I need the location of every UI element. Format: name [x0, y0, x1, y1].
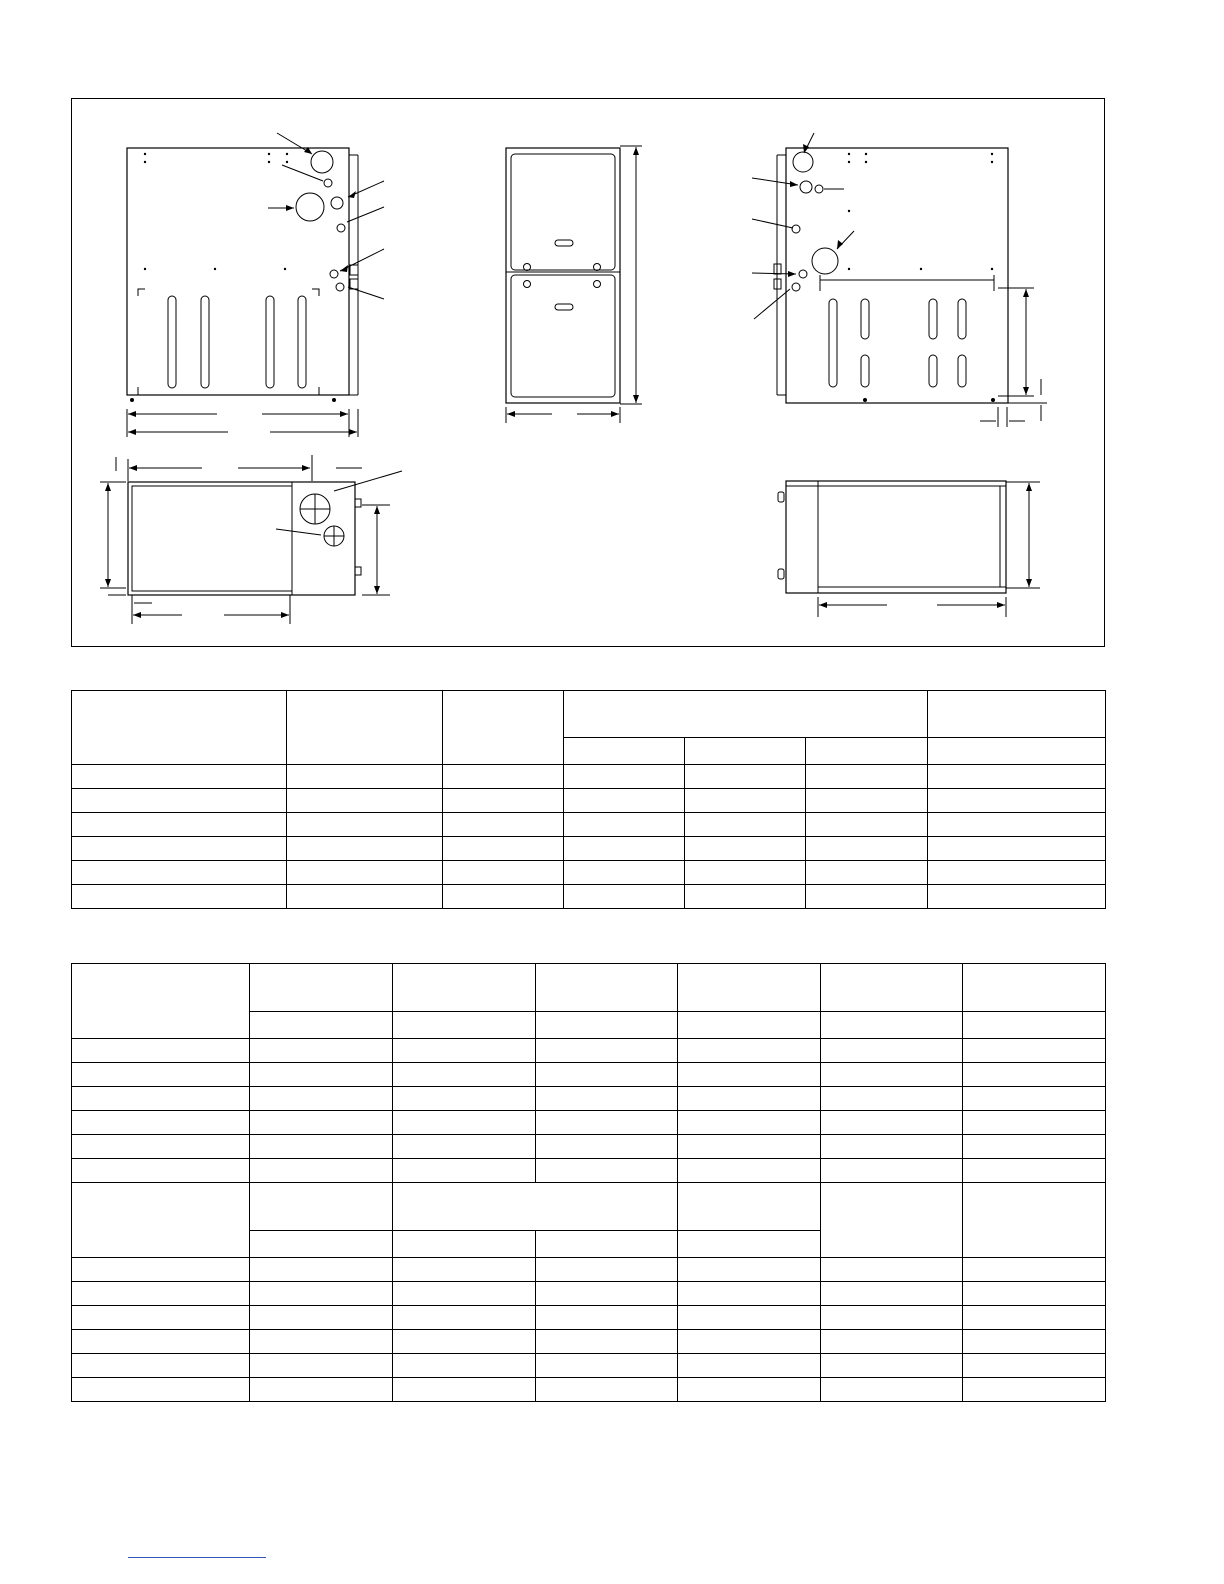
subheader-cell [928, 738, 1106, 765]
table-row [72, 1039, 1106, 1063]
table-row [72, 1330, 1106, 1354]
furnace-dimension-drawings [72, 99, 1106, 648]
table-row [72, 1258, 1106, 1282]
table-row [72, 837, 1106, 861]
header-cell [72, 691, 287, 765]
table-row [72, 813, 1106, 837]
table-row [72, 1135, 1106, 1159]
table-row [72, 1111, 1106, 1135]
table-row [72, 1159, 1106, 1183]
header-cell [287, 691, 443, 765]
table-row [72, 885, 1106, 909]
table-row [72, 1087, 1106, 1111]
top-view [100, 455, 402, 624]
header-cell [443, 691, 564, 765]
table-header-row [72, 691, 1106, 738]
dimensional-drawing-frame [71, 98, 1105, 647]
footer-link-underline[interactable] [128, 1557, 266, 1558]
table-row [72, 765, 1106, 789]
specifications-table [71, 963, 1106, 1402]
table-row [72, 1378, 1106, 1402]
right-side-view [752, 133, 1047, 427]
table-header-row [72, 964, 1106, 1012]
table-row [72, 1282, 1106, 1306]
table-row [72, 861, 1106, 885]
table-row [72, 1354, 1106, 1378]
table-header-row [72, 1183, 1106, 1231]
dimensions-table [71, 690, 1106, 909]
header-group-cell [564, 691, 928, 738]
table-row [72, 1306, 1106, 1330]
subheader-cell [806, 738, 928, 765]
left-side-view [127, 133, 384, 437]
table-row [72, 789, 1106, 813]
front-view [506, 146, 642, 423]
subheader-cell [685, 738, 806, 765]
arrowheads [105, 144, 1032, 618]
bottom-view [778, 481, 1040, 617]
table-row [72, 1063, 1106, 1087]
subheader-cell [564, 738, 685, 765]
header-cell [928, 691, 1106, 738]
